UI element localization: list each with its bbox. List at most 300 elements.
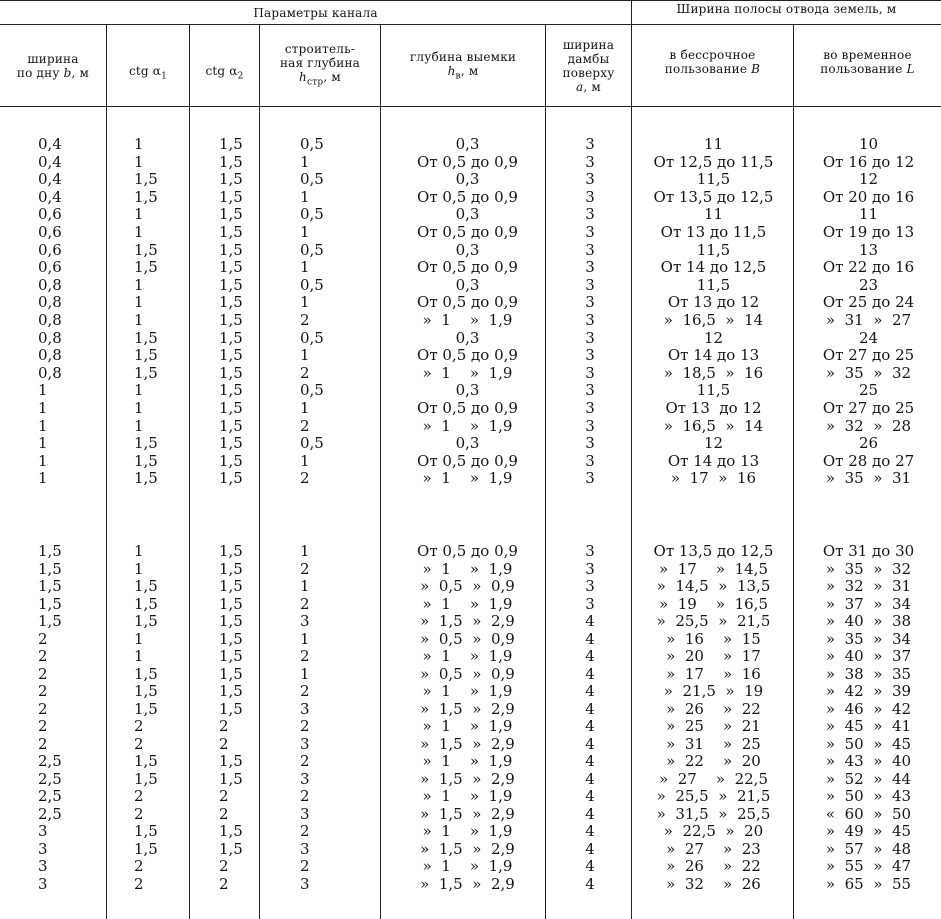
temporary-use-cell: От 27 до 25	[822, 399, 915, 417]
construction-depth-cell: 3	[300, 734, 310, 753]
header-ctg-alpha1: ctg $\alpha_1$	[128, 64, 168, 82]
dam-width-cell: 3	[585, 170, 595, 189]
dam-width-cell: 4	[585, 699, 595, 718]
permanent-use-cell: 12	[703, 328, 724, 347]
construction-depth-cell: 2	[300, 363, 310, 382]
bottom-width-cell: 0,4	[38, 135, 62, 153]
bottom-width-cell: 3	[38, 857, 48, 875]
header-temporary-use: во временное пользование L	[820, 48, 915, 76]
temporary-use-cell: От 16 до 12	[822, 152, 915, 171]
construction-depth-cell: 3	[300, 699, 310, 718]
ctg-alpha1-cell: 1	[134, 647, 144, 665]
bottom-width-cell: 3	[38, 822, 48, 840]
group-header-rule	[0, 24, 941, 25]
ctg-alpha2-cell: 1,5	[219, 381, 243, 400]
bottom-width-cell: 3	[38, 874, 48, 893]
dam-width-cell: 4	[585, 612, 595, 630]
temporary-use-cell: 13	[858, 240, 879, 259]
ctg-alpha1-cell: 1	[134, 542, 144, 560]
ctg-alpha2-cell: 1,5	[219, 769, 243, 788]
bottom-width-cell: 2	[38, 647, 48, 665]
ctg-alpha1-cell: 1,5	[134, 469, 158, 488]
permanent-use-cell: » 16,5 » 14	[663, 416, 764, 435]
dam-width-cell: 3	[585, 240, 595, 259]
dam-width-cell: 3	[585, 451, 595, 470]
permanent-use-cell: » 16,5 » 14	[663, 311, 764, 329]
ctg-alpha1-cell: 1	[134, 559, 144, 578]
dam-width-cell: 4	[585, 857, 595, 875]
permanent-use-cell: » 22,5 » 20	[663, 822, 764, 840]
excavation-depth-cell: » 1 » 1,9	[422, 647, 513, 665]
construction-depth-cell: 0,5	[300, 328, 324, 347]
excavation-depth-cell: 0,3	[455, 434, 480, 453]
dam-width-cell: 3	[585, 363, 595, 382]
dam-width-cell: 3	[585, 542, 595, 560]
dam-width-cell: 4	[585, 664, 595, 683]
permanent-use-cell: От 13,5 до 12,5	[653, 542, 774, 560]
ctg-alpha2-cell: 1,5	[219, 594, 243, 613]
ctg-alpha2-cell: 1,5	[219, 682, 243, 700]
excavation-depth-cell: » 1,5 » 2,9	[420, 769, 515, 788]
excavation-depth-cell: » 1,5 » 2,9	[420, 804, 515, 823]
ctg-alpha2-cell: 1,5	[219, 542, 243, 560]
construction-depth-cell: 1	[300, 258, 310, 277]
excavation-depth-cell: » 1,5 » 2,9	[420, 734, 515, 753]
dam-width-cell: 3	[585, 381, 595, 400]
excavation-depth-cell: 0,3	[455, 381, 480, 400]
col-divider-4	[380, 24, 381, 919]
excavation-depth-cell: » 1 » 1,9	[422, 311, 513, 329]
dam-width-cell: 4	[585, 682, 595, 700]
dam-width-cell: 3	[585, 135, 595, 153]
bottom-width-cell: 1,5	[38, 612, 62, 630]
permanent-use-cell: » 25,5 » 21,5	[656, 612, 771, 630]
excavation-depth-cell: » 1 » 1,9	[422, 787, 513, 805]
ctg-alpha2-cell: 2	[219, 874, 229, 893]
permanent-use-cell: » 25,5 » 21,5	[656, 787, 771, 805]
construction-depth-cell: 1	[300, 152, 310, 171]
permanent-use-cell: 11,5	[696, 275, 731, 294]
construction-depth-cell: 1	[300, 664, 310, 683]
bottom-width-cell: 0,6	[38, 205, 62, 224]
permanent-use-cell: » 18,5 » 16	[663, 363, 764, 382]
permanent-use-cell: » 31,5 » 25,5	[656, 804, 771, 823]
excavation-depth-cell: » 0,5 » 0,9	[420, 577, 515, 595]
dam-width-cell: 4	[585, 752, 595, 770]
ctg-alpha2-cell: 1,5	[219, 399, 243, 417]
ctg-alpha2-cell: 1,5	[219, 363, 243, 382]
excavation-depth-cell: » 1 » 1,9	[422, 363, 513, 382]
temporary-use-cell: 11	[858, 205, 879, 224]
temporary-use-cell: 10	[858, 135, 879, 153]
header-construction-depth: строитель- ная глубина $h_{стр}$, м	[279, 42, 361, 88]
ctg-alpha1-cell: 1	[134, 205, 144, 224]
bottom-width-cell: 0,6	[38, 223, 62, 241]
construction-depth-cell: 1	[300, 577, 310, 595]
ctg-alpha1-cell: 1,5	[134, 612, 158, 630]
construction-depth-cell: 2	[300, 559, 310, 578]
ctg-alpha1-cell: 1,5	[134, 699, 158, 718]
dam-width-cell: 3	[585, 416, 595, 435]
construction-depth-cell: 1	[300, 399, 310, 417]
permanent-use-cell: 11,5	[696, 240, 731, 259]
excavation-depth-cell: » 0,5 » 0,9	[420, 629, 515, 648]
ctg-alpha2-cell: 1,5	[219, 152, 243, 171]
ctg-alpha2-cell: 1,5	[219, 647, 243, 665]
bottom-width-cell: 2	[38, 717, 48, 735]
permanent-use-cell: » 14,5 » 13,5	[656, 577, 771, 595]
construction-depth-cell: 1	[300, 346, 310, 365]
excavation-depth-cell: » 1,5 » 2,9	[420, 874, 515, 893]
construction-depth-cell: 3	[300, 804, 310, 823]
bottom-width-cell: 1	[38, 434, 48, 453]
col-divider-1	[106, 24, 107, 919]
construction-depth-cell: 2	[300, 682, 310, 700]
ctg-alpha1-cell: 1,5	[134, 258, 158, 277]
col-divider-7	[793, 24, 794, 919]
construction-depth-cell: 1	[300, 542, 310, 560]
ctg-alpha2-cell: 2	[219, 717, 229, 735]
ctg-alpha2-cell: 1,5	[219, 311, 243, 329]
excavation-depth-cell: » 1 » 1,9	[422, 559, 513, 578]
construction-depth-cell: 2	[300, 311, 310, 329]
ctg-alpha1-cell: 1,5	[134, 170, 158, 189]
construction-depth-cell: 3	[300, 612, 310, 630]
permanent-use-cell: 11,5	[696, 381, 731, 400]
excavation-depth-cell: » 1 » 1,9	[422, 469, 513, 488]
bottom-width-cell: 2	[38, 664, 48, 683]
permanent-use-cell: От 13 до 12	[665, 399, 762, 417]
header-ctg-alpha2: ctg $\alpha_2$	[205, 64, 244, 82]
header-permanent-use: в бессрочное пользование B	[664, 48, 761, 76]
temporary-use-cell: » 38 » 35	[825, 664, 912, 683]
excavation-depth-cell: » 1,5 » 2,9	[420, 839, 515, 858]
temporary-use-cell: « 60 » 50	[825, 804, 912, 823]
ctg-alpha2-cell: 1,5	[219, 699, 243, 718]
ctg-alpha1-cell: 1	[134, 275, 144, 294]
permanent-use-cell: » 26 » 22	[666, 699, 761, 718]
excavation-depth-cell: 0,3	[455, 275, 480, 294]
construction-depth-cell: 0,5	[300, 170, 324, 189]
col-divider-5	[545, 24, 546, 919]
temporary-use-cell: » 37 » 34	[825, 594, 912, 613]
bottom-width-cell: 2	[38, 629, 48, 648]
ctg-alpha1-cell: 1,5	[134, 346, 158, 365]
ctg-alpha1-cell: 1	[134, 381, 144, 400]
ctg-alpha1-cell: 1	[134, 293, 144, 312]
construction-depth-cell: 2	[300, 416, 310, 435]
permanent-use-cell: » 16 » 15	[666, 629, 761, 648]
excavation-depth-cell: 0,3	[455, 205, 480, 224]
ctg-alpha2-cell: 1,5	[219, 293, 243, 312]
temporary-use-cell: » 50 » 45	[825, 734, 912, 753]
dam-width-cell: 3	[585, 311, 595, 329]
temporary-use-cell: » 35 » 32	[825, 363, 912, 382]
excavation-depth-cell: » 1,5 » 2,9	[420, 699, 515, 718]
ctg-alpha1-cell: 2	[134, 787, 144, 805]
excavation-depth-cell: От 0,5 до 0,9	[417, 293, 518, 312]
temporary-use-cell: » 32 » 31	[825, 577, 912, 595]
ctg-alpha2-cell: 1,5	[219, 664, 243, 683]
excavation-depth-cell: » 0,5 » 0,9	[420, 664, 515, 683]
construction-depth-cell: 0,5	[300, 135, 324, 153]
ctg-alpha1-cell: 2	[134, 857, 144, 875]
ctg-alpha1-cell: 1	[134, 399, 144, 417]
construction-depth-cell: 3	[300, 769, 310, 788]
construction-depth-cell: 2	[300, 717, 310, 735]
excavation-depth-cell: 0,3	[455, 328, 480, 347]
permanent-use-cell: » 17 » 16	[666, 664, 761, 683]
permanent-use-cell: » 17 » 14,5	[659, 559, 768, 578]
construction-depth-cell: 0,5	[300, 240, 324, 259]
dam-width-cell: 4	[585, 839, 595, 858]
ctg-alpha1-cell: 1,5	[134, 594, 158, 613]
bottom-width-cell: 2	[38, 682, 48, 700]
temporary-use-cell: От 28 до 27	[822, 451, 915, 470]
ctg-alpha1-cell: 1,5	[134, 839, 158, 858]
bottom-width-cell: 2,5	[38, 787, 62, 805]
bottom-width-cell: 1,5	[38, 542, 62, 560]
temporary-use-cell: » 52 » 44	[825, 769, 912, 788]
permanent-use-cell: » 19 » 16,5	[659, 594, 768, 613]
excavation-depth-cell: » 1,5 » 2,9	[420, 612, 515, 630]
ctg-alpha1-cell: 1,5	[134, 752, 158, 770]
dam-width-cell: 4	[585, 787, 595, 805]
dam-width-cell: 4	[585, 874, 595, 893]
temporary-use-cell: 26	[858, 434, 879, 453]
ctg-alpha1-cell: 2	[134, 717, 144, 735]
temporary-use-cell: » 43 » 40	[825, 752, 912, 770]
construction-depth-cell: 3	[300, 839, 310, 858]
ctg-alpha2-cell: 1,5	[219, 240, 243, 259]
temporary-use-cell: » 49 » 45	[825, 822, 912, 840]
header-bottom-width: ширина по дну b, м	[16, 52, 90, 80]
dam-width-cell: 3	[585, 594, 595, 613]
bottom-width-cell: 0,8	[38, 311, 62, 329]
construction-depth-cell: 1	[300, 451, 310, 470]
ctg-alpha1-cell: 1,5	[134, 682, 158, 700]
group-header-land-strip-width: Ширина полосы отвода земель, м	[676, 2, 897, 16]
permanent-use-cell: 11	[703, 135, 724, 153]
dam-width-cell: 4	[585, 629, 595, 648]
ctg-alpha1-cell: 2	[134, 874, 144, 893]
temporary-use-cell: » 57 » 48	[825, 839, 912, 858]
temporary-use-cell: » 35 » 32	[825, 559, 912, 578]
temporary-use-cell: От 27 до 25	[822, 346, 915, 365]
permanent-use-cell: От 12,5 до 11,5	[653, 152, 774, 171]
construction-depth-cell: 2	[300, 822, 310, 840]
ctg-alpha2-cell: 1,5	[219, 275, 243, 294]
construction-depth-cell: 0,5	[300, 275, 324, 294]
excavation-depth-cell: 0,3	[455, 135, 480, 153]
temporary-use-cell: » 42 » 39	[825, 682, 912, 700]
construction-depth-cell: 2	[300, 857, 310, 875]
ctg-alpha1-cell: 2	[134, 804, 144, 823]
permanent-use-cell: » 32 » 26	[666, 874, 761, 893]
ctg-alpha2-cell: 2	[219, 804, 229, 823]
dam-width-cell: 3	[585, 258, 595, 277]
ctg-alpha2-cell: 1,5	[219, 205, 243, 224]
ctg-alpha1-cell: 1	[134, 311, 144, 329]
bottom-width-cell: 0,8	[38, 275, 62, 294]
excavation-depth-cell: От 0,5 до 0,9	[417, 542, 518, 560]
ctg-alpha2-cell: 1,5	[219, 187, 243, 206]
permanent-use-cell: От 13 до 12	[667, 293, 760, 312]
construction-depth-cell: 2	[300, 647, 310, 665]
bottom-width-cell: 1	[38, 451, 48, 470]
excavation-depth-cell: От 0,5 до 0,9	[417, 152, 518, 171]
bottom-width-cell: 1,5	[38, 594, 62, 613]
dam-width-cell: 3	[585, 434, 595, 453]
bottom-width-cell: 0,4	[38, 170, 62, 189]
bottom-width-cell: 0,8	[38, 346, 62, 365]
bottom-width-cell: 0,8	[38, 328, 62, 347]
col-divider-3	[259, 24, 260, 919]
dam-width-cell: 3	[585, 346, 595, 365]
ctg-alpha2-cell: 1,5	[219, 451, 243, 470]
ctg-alpha2-cell: 2	[219, 734, 229, 753]
temporary-use-cell: От 20 до 16	[822, 187, 915, 206]
ctg-alpha2-cell: 1,5	[219, 135, 243, 153]
ctg-alpha2-cell: 2	[219, 787, 229, 805]
permanent-use-cell: » 26 » 22	[666, 857, 761, 875]
dam-width-cell: 4	[585, 717, 595, 735]
temporary-use-cell: » 31 » 27	[825, 311, 912, 329]
construction-depth-cell: 1	[300, 293, 310, 312]
ctg-alpha1-cell: 1	[134, 135, 144, 153]
temporary-use-cell: » 46 » 42	[825, 699, 912, 718]
excavation-depth-cell: От 0,5 до 0,9	[417, 399, 518, 417]
ctg-alpha1-cell: 1,5	[134, 434, 158, 453]
excavation-depth-cell: » 1 » 1,9	[422, 857, 513, 875]
construction-depth-cell: 1	[300, 223, 310, 241]
excavation-depth-cell: » 1 » 1,9	[422, 594, 513, 613]
permanent-use-cell: 11,5	[696, 170, 731, 189]
ctg-alpha1-cell: 1,5	[134, 664, 158, 683]
temporary-use-cell: » 40 » 38	[825, 612, 912, 630]
excavation-depth-cell: » 1 » 1,9	[422, 752, 513, 770]
temporary-use-cell: От 25 до 24	[822, 293, 915, 312]
bottom-width-cell: 2	[38, 734, 48, 753]
temporary-use-cell: » 65 » 55	[825, 874, 912, 893]
ctg-alpha2-cell: 1,5	[219, 416, 243, 435]
dam-width-cell: 3	[585, 275, 595, 294]
bottom-width-cell: 0,6	[38, 258, 62, 277]
dam-width-cell: 4	[585, 647, 595, 665]
temporary-use-cell: От 22 до 16	[822, 258, 915, 277]
permanent-use-cell: От 13,5 до 12,5	[653, 187, 774, 206]
construction-depth-cell: 3	[300, 874, 310, 893]
excavation-depth-cell: От 0,5 до 0,9	[417, 187, 518, 206]
excavation-depth-cell: » 1 » 1,9	[422, 682, 513, 700]
construction-depth-cell: 1	[300, 629, 310, 648]
permanent-use-cell: » 21,5 » 19	[663, 682, 764, 700]
ctg-alpha2-cell: 1,5	[219, 577, 243, 595]
bottom-width-cell: 0,4	[38, 152, 62, 171]
dam-width-cell: 3	[585, 328, 595, 347]
col-divider-6	[631, 0, 632, 919]
ctg-alpha1-cell: 1	[134, 629, 144, 648]
temporary-use-cell: » 55 » 47	[825, 857, 912, 875]
dam-width-cell: 3	[585, 469, 595, 488]
permanent-use-cell: От 13 до 11,5	[660, 223, 767, 241]
permanent-use-cell: » 20 » 17	[666, 647, 761, 665]
temporary-use-cell: » 40 » 37	[825, 647, 912, 665]
dam-width-cell: 4	[585, 734, 595, 753]
ctg-alpha2-cell: 1,5	[219, 223, 243, 241]
permanent-use-cell: От 14 до 13	[667, 451, 760, 470]
bottom-width-cell: 1	[38, 381, 48, 400]
bottom-width-cell: 2,5	[38, 752, 62, 770]
ctg-alpha1-cell: 1	[134, 223, 144, 241]
ctg-alpha2-cell: 1,5	[219, 328, 243, 347]
ctg-alpha1-cell: 2	[134, 734, 144, 753]
excavation-depth-cell: » 1 » 1,9	[422, 416, 513, 435]
ctg-alpha2-cell: 1,5	[219, 839, 243, 858]
permanent-use-cell: От 14 до 13	[667, 346, 760, 365]
dam-width-cell: 3	[585, 399, 595, 417]
construction-depth-cell: 2	[300, 469, 310, 488]
header-dam-top-width: ширина дамбы поверху a, м	[562, 38, 615, 94]
construction-depth-cell: 2	[300, 752, 310, 770]
excavation-depth-cell: » 1 » 1,9	[422, 822, 513, 840]
temporary-use-cell: 24	[858, 328, 879, 347]
permanent-use-cell: » 31 » 25	[666, 734, 761, 753]
permanent-use-cell: » 22 » 20	[666, 752, 761, 770]
ctg-alpha1-cell: 1,5	[134, 769, 158, 788]
ctg-alpha2-cell: 2	[219, 857, 229, 875]
bottom-width-cell: 1	[38, 399, 48, 417]
temporary-use-cell: » 50 » 43	[825, 787, 912, 805]
permanent-use-cell: » 17 » 16	[670, 469, 757, 488]
bottom-width-cell: 1,5	[38, 577, 62, 595]
excavation-depth-cell: От 0,5 до 0,9	[417, 223, 518, 241]
ctg-alpha1-cell: 1,5	[134, 577, 158, 595]
dam-width-cell: 3	[585, 577, 595, 595]
dam-width-cell: 3	[585, 559, 595, 578]
excavation-depth-cell: От 0,5 до 0,9	[417, 346, 518, 365]
bottom-width-cell: 2,5	[38, 804, 62, 823]
ctg-alpha2-cell: 1,5	[219, 346, 243, 365]
col-divider-2	[189, 24, 190, 919]
ctg-alpha2-cell: 1,5	[219, 822, 243, 840]
bottom-width-cell: 2,5	[38, 769, 62, 788]
ctg-alpha1-cell: 1,5	[134, 328, 158, 347]
bottom-width-cell: 0,8	[38, 363, 62, 382]
bottom-width-cell: 0,8	[38, 293, 62, 312]
header-excavation-depth: глубина выемки $h_в$, м	[409, 50, 517, 82]
construction-depth-cell: 1	[300, 187, 310, 206]
temporary-use-cell: » 45 » 41	[825, 717, 912, 735]
dam-width-cell: 4	[585, 804, 595, 823]
ctg-alpha2-cell: 1,5	[219, 629, 243, 648]
dam-width-cell: 3	[585, 187, 595, 206]
temporary-use-cell: » 32 » 28	[825, 416, 912, 435]
excavation-depth-cell: От 0,5 до 0,9	[417, 451, 518, 470]
ctg-alpha1-cell: 1,5	[134, 240, 158, 259]
construction-depth-cell: 0,5	[300, 434, 324, 453]
bottom-width-cell: 2	[38, 699, 48, 718]
ctg-alpha2-cell: 1,5	[219, 612, 243, 630]
dam-width-cell: 3	[585, 223, 595, 241]
excavation-depth-cell: » 1 » 1,9	[422, 717, 513, 735]
temporary-use-cell: От 19 до 13	[822, 223, 915, 241]
permanent-use-cell: » 27 » 22,5	[659, 769, 768, 788]
dam-width-cell: 4	[585, 769, 595, 788]
temporary-use-cell: » 35 » 31	[825, 469, 912, 488]
dam-width-cell: 3	[585, 293, 595, 312]
temporary-use-cell: 25	[858, 381, 879, 400]
